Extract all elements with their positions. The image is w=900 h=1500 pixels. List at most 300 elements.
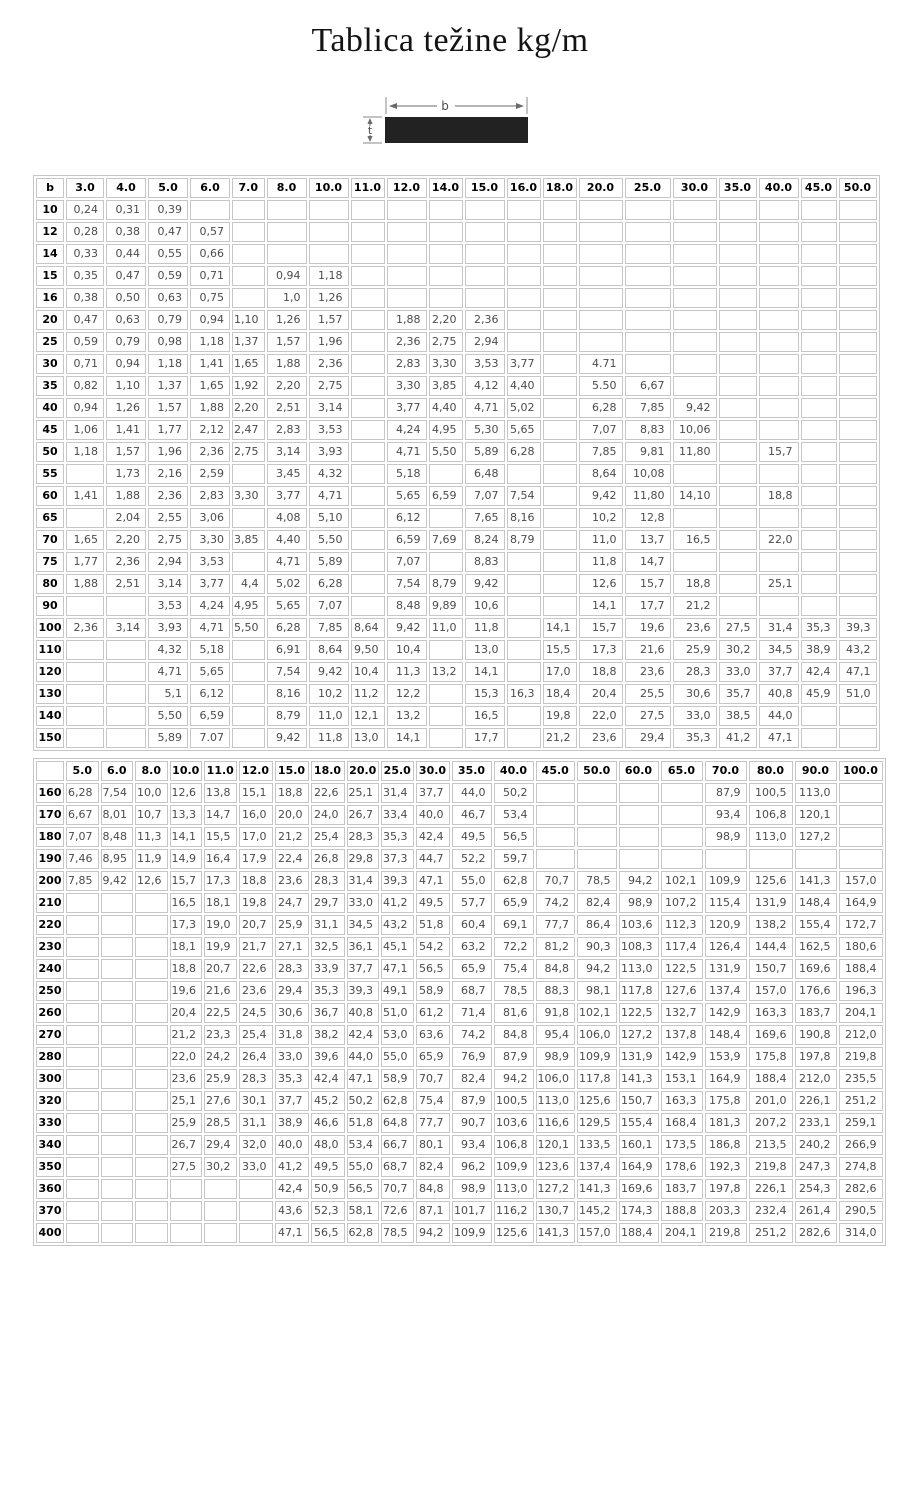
weight-table-small-sections	[33, 175, 880, 751]
table-row	[36, 1069, 883, 1089]
weight-cell	[232, 244, 265, 264]
table-row	[36, 1179, 883, 1199]
weight-cell: 29,7	[311, 893, 345, 913]
weight-cell: 219,8	[705, 1223, 747, 1243]
weight-cell	[839, 574, 877, 594]
weight-cell: 94,2	[494, 1069, 534, 1089]
weight-cell: 65,9	[416, 1047, 450, 1067]
weight-cell: 98,9	[536, 1047, 576, 1067]
weight-cell: 7.07	[190, 728, 230, 748]
row-header: 370	[36, 1201, 64, 1221]
row-header: 55	[36, 464, 64, 484]
weight-cell: 3,45	[267, 464, 307, 484]
weight-cell: 188,8	[661, 1201, 703, 1221]
weight-cell: 8,79	[507, 530, 541, 550]
weight-cell	[577, 783, 617, 803]
weight-cell: 0,35	[66, 266, 104, 286]
weight-cell: 178,6	[661, 1157, 703, 1177]
weight-cell: 219,8	[839, 1047, 883, 1067]
row-header: 90	[36, 596, 64, 616]
weight-cell: 2,75	[429, 332, 463, 352]
weight-cell: 133,5	[577, 1135, 617, 1155]
row-header: 230	[36, 937, 64, 957]
weight-cell	[309, 222, 349, 242]
weight-cell: 21,6	[625, 640, 671, 660]
weight-cell	[101, 1069, 134, 1089]
weight-cell	[66, 1003, 99, 1023]
weight-cell	[625, 222, 671, 242]
weight-cell	[705, 849, 747, 869]
weight-cell: 9,42	[579, 486, 623, 506]
weight-cell: 14,7	[204, 805, 237, 825]
weight-cell	[661, 849, 703, 869]
weight-cell: 21,2	[275, 827, 309, 847]
weight-cell: 6,28	[579, 398, 623, 418]
weight-cell: 14,9	[170, 849, 203, 869]
weight-cell: 148,4	[795, 893, 837, 913]
weight-cell: 115,4	[705, 893, 747, 913]
weight-cell: 113,0	[494, 1179, 534, 1199]
weight-cell: 155,4	[619, 1113, 659, 1133]
weight-cell	[66, 1025, 99, 1045]
weight-cell	[66, 893, 99, 913]
weight-cell: 153,9	[705, 1047, 747, 1067]
weight-cell	[232, 684, 265, 704]
weight-cell: 0,50	[106, 288, 146, 308]
weight-cell: 0,94	[106, 354, 146, 374]
weight-cell: 2,36	[309, 354, 349, 374]
weight-cell: 30,2	[204, 1157, 237, 1177]
weight-cell: 8,16	[507, 508, 541, 528]
corner-header: b	[36, 178, 64, 198]
weight-cell: 21,6	[204, 981, 237, 1001]
weight-cell	[106, 662, 146, 682]
weight-cell	[101, 1179, 134, 1199]
weight-cell: 1,88	[106, 486, 146, 506]
weight-cell	[543, 354, 577, 374]
weight-cell	[232, 662, 265, 682]
weight-cell	[465, 222, 505, 242]
weight-cell	[135, 1223, 168, 1243]
weight-cell: 127,2	[619, 1025, 659, 1045]
column-header: 10.0	[170, 761, 203, 781]
weight-cell	[429, 244, 463, 264]
column-header: 45.0	[801, 178, 837, 198]
weight-cell: 61,2	[416, 1003, 450, 1023]
weight-cell: 101,7	[452, 1201, 492, 1221]
weight-cell: 70,7	[416, 1069, 450, 1089]
weight-cell: 81,2	[536, 937, 576, 957]
weight-cell: 18,8	[673, 574, 717, 594]
weight-cell	[719, 244, 757, 264]
weight-cell: 0,47	[66, 310, 104, 330]
weight-cell: 28,5	[204, 1113, 237, 1133]
weight-cell: 17,9	[239, 849, 273, 869]
weight-cell: 70,7	[536, 871, 576, 891]
table-row	[36, 1135, 883, 1155]
weight-cell: 47,1	[416, 871, 450, 891]
weight-cell: 39,3	[347, 981, 380, 1001]
weight-cell: 8,83	[625, 420, 671, 440]
weight-cell: 5,50	[429, 442, 463, 462]
weight-cell: 5,18	[190, 640, 230, 660]
weight-cell: 37,7	[275, 1091, 309, 1111]
weight-cell: 168,4	[661, 1113, 703, 1133]
weight-cell: 74,2	[452, 1025, 492, 1045]
weight-cell: 109,9	[577, 1047, 617, 1067]
weight-cell: 51,8	[347, 1113, 380, 1133]
weight-cell: 2,75	[309, 376, 349, 396]
weight-cell: 4,71	[465, 398, 505, 418]
weight-cell	[351, 200, 385, 220]
weight-cell	[232, 508, 265, 528]
weight-cell: 43,2	[381, 915, 414, 935]
weight-cell	[673, 332, 717, 352]
weight-cell: 145,2	[577, 1201, 617, 1221]
weight-cell: 51,8	[416, 915, 450, 935]
weight-cell: 1,41	[66, 486, 104, 506]
weight-cell: 10,4	[351, 662, 385, 682]
weight-cell: 174,3	[619, 1201, 659, 1221]
row-header: 16	[36, 288, 64, 308]
weight-cell: 25,4	[239, 1025, 273, 1045]
column-header: 5.0	[66, 761, 99, 781]
weight-cell	[101, 1025, 134, 1045]
weight-cell: 2,94	[465, 332, 505, 352]
weight-cell: 5,65	[190, 662, 230, 682]
table-row	[36, 596, 877, 616]
weight-cell: 33,4	[381, 805, 414, 825]
weight-cell: 8,64	[351, 618, 385, 638]
weight-cell	[351, 354, 385, 374]
weight-cell	[232, 464, 265, 484]
weight-cell: 11,8	[309, 728, 349, 748]
weight-cell: 113,0	[536, 1091, 576, 1111]
weight-cell: 59,7	[494, 849, 534, 869]
table-row	[36, 783, 883, 803]
weight-cell	[465, 266, 505, 286]
cross-section-diagram	[355, 93, 540, 153]
weight-cell: 72,6	[381, 1201, 414, 1221]
weight-cell: 107,2	[661, 893, 703, 913]
weight-cell: 0,94	[66, 398, 104, 418]
weight-cell	[101, 1113, 134, 1133]
weight-cell: 17,7	[625, 596, 671, 616]
weight-cell	[625, 200, 671, 220]
weight-cell	[507, 552, 541, 572]
weight-cell	[619, 827, 659, 847]
weight-cell: 153,1	[661, 1069, 703, 1089]
weight-cell	[351, 552, 385, 572]
weight-cell	[839, 310, 877, 330]
weight-cell	[619, 783, 659, 803]
weight-cell	[507, 310, 541, 330]
weight-cell: 7,54	[387, 574, 427, 594]
row-header: 30	[36, 354, 64, 374]
weight-cell	[801, 420, 837, 440]
weight-cell: 4,32	[148, 640, 188, 660]
weight-cell: 39,3	[839, 618, 877, 638]
weight-cell: 50,2	[494, 783, 534, 803]
weight-cell	[429, 222, 463, 242]
weight-cell: 9,42	[267, 728, 307, 748]
weight-cell: 0,57	[190, 222, 230, 242]
weight-cell	[839, 827, 883, 847]
weight-cell: 19,9	[204, 937, 237, 957]
weight-cell	[719, 508, 757, 528]
weight-cell: 15,3	[465, 684, 505, 704]
width-dimension-label: b	[441, 99, 449, 113]
weight-cell	[267, 200, 307, 220]
weight-cell: 23,6	[673, 618, 717, 638]
weight-cell	[543, 464, 577, 484]
weight-cell	[106, 684, 146, 704]
weight-cell	[801, 530, 837, 550]
weight-cell	[101, 937, 134, 957]
weight-cell: 24,2	[204, 1047, 237, 1067]
weight-cell	[625, 288, 671, 308]
weight-cell: 71,4	[452, 1003, 492, 1023]
weight-cell: 39,3	[381, 871, 414, 891]
weight-cell	[429, 508, 463, 528]
weight-cell: 45,1	[381, 937, 414, 957]
weight-cell: 192,3	[705, 1157, 747, 1177]
table-row	[36, 1025, 883, 1045]
weight-cell: 3,53	[465, 354, 505, 374]
weight-cell: 38,9	[275, 1113, 309, 1133]
weight-cell: 3,77	[387, 398, 427, 418]
weight-cell: 64,8	[381, 1113, 414, 1133]
row-header: 20	[36, 310, 64, 330]
weight-cell: 58,1	[347, 1201, 380, 1221]
weight-cell: 6,28	[66, 783, 99, 803]
column-header: 7.0	[232, 178, 265, 198]
weight-cell: 106,8	[494, 1135, 534, 1155]
weight-cell: 33,0	[275, 1047, 309, 1067]
weight-cell	[719, 574, 757, 594]
weight-cell: 37,7	[347, 959, 380, 979]
weight-cell: 8,79	[429, 574, 463, 594]
weight-cell: 30,6	[673, 684, 717, 704]
row-header: 120	[36, 662, 64, 682]
weight-cell: 26,8	[311, 849, 345, 869]
weight-cell	[135, 1113, 168, 1133]
weight-cell: 7,07	[387, 552, 427, 572]
weight-cell: 4,32	[309, 464, 349, 484]
column-header: 35.0	[452, 761, 492, 781]
weight-cell: 112,3	[661, 915, 703, 935]
weight-cell	[719, 530, 757, 550]
weight-cell	[801, 244, 837, 264]
weight-cell: 16,5	[465, 706, 505, 726]
weight-cell: 125,6	[494, 1223, 534, 1243]
weight-cell: 2,75	[148, 530, 188, 550]
weight-cell	[839, 376, 877, 396]
weight-cell: 32,0	[239, 1135, 273, 1155]
weight-cell: 14,1	[387, 728, 427, 748]
weight-cell: 27,5	[170, 1157, 203, 1177]
weight-cell: 7,07	[66, 827, 99, 847]
weight-cell	[239, 1201, 273, 1221]
column-header: 11.0	[351, 178, 385, 198]
weight-cell: 7,46	[66, 849, 99, 869]
weight-cell	[101, 959, 134, 979]
weight-cell: 2,20	[429, 310, 463, 330]
weight-cell: 98,9	[619, 893, 659, 913]
weight-cell: 19,8	[239, 893, 273, 913]
weight-cell	[507, 596, 541, 616]
weight-cell: 197,8	[705, 1179, 747, 1199]
weight-cell: 47,1	[275, 1223, 309, 1243]
weight-cell: 62,8	[381, 1091, 414, 1111]
weight-cell: 72,2	[494, 937, 534, 957]
weight-cell: 16,4	[204, 849, 237, 869]
weight-cell: 51,0	[839, 684, 877, 704]
table-row	[36, 1003, 883, 1023]
weight-cell	[351, 244, 385, 264]
weight-cell: 42,4	[416, 827, 450, 847]
weight-table-large-sections	[33, 758, 886, 1246]
weight-cell: 172,7	[839, 915, 883, 935]
weight-cell: 106,0	[577, 1025, 617, 1045]
weight-cell	[101, 1135, 134, 1155]
weight-cell: 18,1	[204, 893, 237, 913]
weight-cell	[66, 684, 104, 704]
weight-cell	[429, 552, 463, 572]
weight-cell	[101, 1201, 134, 1221]
weight-cell: 19,6	[625, 618, 671, 638]
row-header: 200	[36, 871, 64, 891]
weight-cell	[101, 1223, 134, 1243]
column-header: 80.0	[749, 761, 793, 781]
weight-cell	[135, 893, 168, 913]
weight-cell	[625, 332, 671, 352]
weight-cell	[759, 222, 799, 242]
weight-cell: 53,4	[494, 805, 534, 825]
weight-cell: 9,81	[625, 442, 671, 462]
weight-cell: 44,0	[347, 1047, 380, 1067]
arrowhead-right-icon	[516, 103, 524, 109]
weight-cell: 33,0	[719, 662, 757, 682]
column-header: 18.0	[543, 178, 577, 198]
weight-cell: 90,3	[577, 937, 617, 957]
weight-cell: 5,89	[148, 728, 188, 748]
row-header: 140	[36, 706, 64, 726]
weight-cell: 49,5	[452, 827, 492, 847]
weight-cell: 261,4	[795, 1201, 837, 1221]
weight-cell: 62,8	[347, 1223, 380, 1243]
weight-cell: 17,0	[543, 662, 577, 682]
corner-header	[36, 761, 64, 781]
weight-cell	[309, 200, 349, 220]
weight-cell: 7,85	[625, 398, 671, 418]
table-row	[36, 959, 883, 979]
weight-cell: 122,5	[661, 959, 703, 979]
weight-cell	[204, 1201, 237, 1221]
weight-cell: 183,7	[661, 1179, 703, 1199]
weight-cell	[387, 222, 427, 242]
weight-cell: 25,1	[347, 783, 380, 803]
weight-cell	[66, 464, 104, 484]
weight-cell	[66, 1179, 99, 1199]
table-row	[36, 508, 877, 528]
weight-cell: 68,7	[452, 981, 492, 1001]
weight-cell: 1,88	[267, 354, 307, 374]
weight-cell: 180,6	[839, 937, 883, 957]
weight-cell: 9,42	[673, 398, 717, 418]
weight-cell: 0,63	[106, 310, 146, 330]
weight-cell: 20,0	[275, 805, 309, 825]
weight-cell	[66, 915, 99, 935]
weight-cell: 2,59	[190, 464, 230, 484]
weight-cell: 98,1	[577, 981, 617, 1001]
weight-cell: 44,7	[416, 849, 450, 869]
weight-cell: 1,96	[148, 442, 188, 462]
weight-cell: 30,2	[719, 640, 757, 660]
row-header: 160	[36, 783, 64, 803]
weight-cell	[801, 200, 837, 220]
row-header: 100	[36, 618, 64, 638]
weight-cell	[839, 332, 877, 352]
weight-cell	[543, 596, 577, 616]
column-header: 8.0	[135, 761, 168, 781]
weight-cell: 186,8	[705, 1135, 747, 1155]
weight-cell: 8,48	[387, 596, 427, 616]
weight-cell	[204, 1223, 237, 1243]
weight-cell: 2,20	[106, 530, 146, 550]
weight-cell: 95,4	[536, 1025, 576, 1045]
weight-cell: 10,0	[135, 783, 168, 803]
weight-cell: 8,24	[465, 530, 505, 550]
weight-cell: 11,0	[579, 530, 623, 550]
weight-cell: 8,83	[465, 552, 505, 572]
weight-cell	[101, 893, 134, 913]
weight-cell: 102,1	[661, 871, 703, 891]
weight-cell: 88,3	[536, 981, 576, 1001]
column-header: 12.0	[387, 178, 427, 198]
weight-cell: 2,55	[148, 508, 188, 528]
weight-cell: 16,3	[507, 684, 541, 704]
weight-cell: 106,8	[749, 805, 793, 825]
weight-cell: 13,2	[429, 662, 463, 682]
row-header: 14	[36, 244, 64, 264]
weight-cell	[759, 508, 799, 528]
weight-cell	[619, 805, 659, 825]
weight-cell	[204, 1179, 237, 1199]
weight-cell: 58,9	[416, 981, 450, 1001]
weight-cell: 66,7	[381, 1135, 414, 1155]
table-row	[36, 200, 877, 220]
weight-cell: 14,10	[673, 486, 717, 506]
column-header: 60.0	[619, 761, 659, 781]
column-header: 15.0	[275, 761, 309, 781]
weight-cell	[801, 574, 837, 594]
column-header: 40.0	[759, 178, 799, 198]
weight-cell: 8,79	[267, 706, 307, 726]
weight-cell: 31,1	[239, 1113, 273, 1133]
weight-cell	[429, 640, 463, 660]
weight-cell: 126,4	[705, 937, 747, 957]
weight-cell: 45,2	[311, 1091, 345, 1111]
weight-cell: 204,1	[839, 1003, 883, 1023]
weight-cell: 113,0	[749, 827, 793, 847]
weight-cell: 23,6	[625, 662, 671, 682]
weight-cell	[106, 706, 146, 726]
weight-cell: 0,98	[148, 332, 188, 352]
weight-cell: 32,5	[311, 937, 345, 957]
weight-cell: 33,0	[673, 706, 717, 726]
weight-cell: 42,4	[801, 662, 837, 682]
